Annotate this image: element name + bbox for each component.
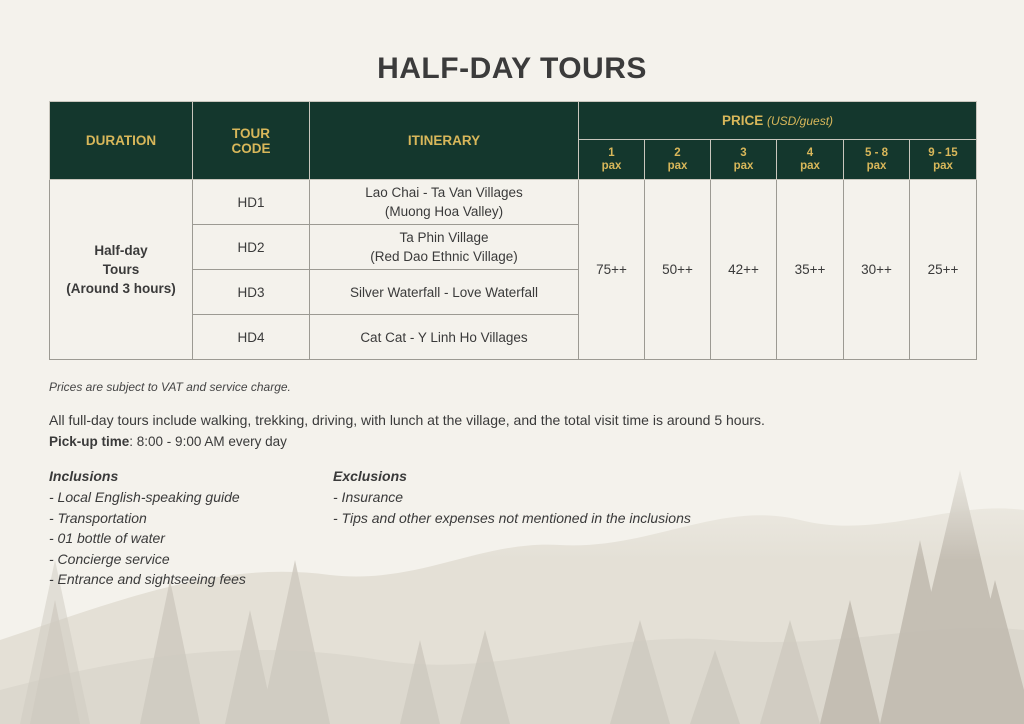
tour-code: HD2 xyxy=(193,225,310,270)
list-item: - Transportation xyxy=(49,509,147,526)
duration-cell: Half-day Tours (Around 3 hours) xyxy=(50,180,193,360)
list-item: - Insurance xyxy=(333,489,404,505)
header-pax-2: 2 pax xyxy=(645,140,711,180)
price-4-pax: 35++ xyxy=(777,180,844,360)
inclusions-heading: Inclusions xyxy=(49,468,119,484)
header-tour-code: TOUR CODE xyxy=(193,102,310,180)
itinerary: Ta Phin Village (Red Dao Ethnic Village) xyxy=(310,225,579,270)
exclusions-list xyxy=(333,468,691,528)
price-5-8-pax: 30++ xyxy=(844,180,910,360)
list-item: - Entrance and sightseeing fees xyxy=(49,571,246,587)
page-title: HALF-DAY TOURS xyxy=(377,52,647,85)
header-itinerary: ITINERARY xyxy=(310,102,579,180)
pickup-value: : 8:00 - 9:00 AM every day xyxy=(129,434,287,449)
price-unit: (USD/guest) xyxy=(767,114,834,128)
itinerary: Lao Chai - Ta Van Villages (Muong Hoa Valley) xyxy=(310,180,579,225)
vat-note: Prices are subject to VAT and service charge. xyxy=(49,380,291,394)
exclusions-heading: Exclusions xyxy=(333,468,407,484)
itinerary: Cat Cat - Y Linh Ho Villages xyxy=(310,315,579,360)
header-pax-3: 3 pax xyxy=(711,140,777,180)
inclusions-list xyxy=(49,468,246,590)
itinerary: Silver Waterfall - Love Waterfall xyxy=(310,270,579,315)
table-row xyxy=(50,180,977,225)
price-9-15-pax: 25++ xyxy=(910,180,977,360)
header-price: PRICE (USD/guest) xyxy=(579,102,977,140)
header-pax-1: 1 pax xyxy=(579,140,645,180)
tour-code: HD4 xyxy=(193,315,310,360)
header-pax-5-8: 5 - 8 pax xyxy=(844,140,910,180)
tour-code: HD3 xyxy=(193,270,310,315)
price-1-pax: 75++ xyxy=(579,180,645,360)
tours-table xyxy=(49,101,977,360)
header-duration: DURATION xyxy=(50,102,193,180)
tour-description: All full-day tours include walking, trekking, driving, with lunch at the village, and the total visit time is around 5 hours. xyxy=(49,412,765,428)
tour-code: HD1 xyxy=(193,180,310,225)
list-item: - Local English-speaking guide xyxy=(49,489,240,505)
list-item: - 01 bottle of water xyxy=(49,530,165,546)
list-item: - Tips and other expenses not mentioned in the inclusions xyxy=(333,509,691,526)
price-2-pax: 50++ xyxy=(645,180,711,360)
list-item: - Concierge service xyxy=(49,550,170,567)
pickup-label: Pick-up time xyxy=(49,434,130,449)
header-pax-4: 4 pax xyxy=(777,140,844,180)
price-3-pax: 42++ xyxy=(711,180,777,360)
pickup-time xyxy=(49,434,287,449)
header-pax-9-15: 9 - 15 pax xyxy=(910,140,977,180)
